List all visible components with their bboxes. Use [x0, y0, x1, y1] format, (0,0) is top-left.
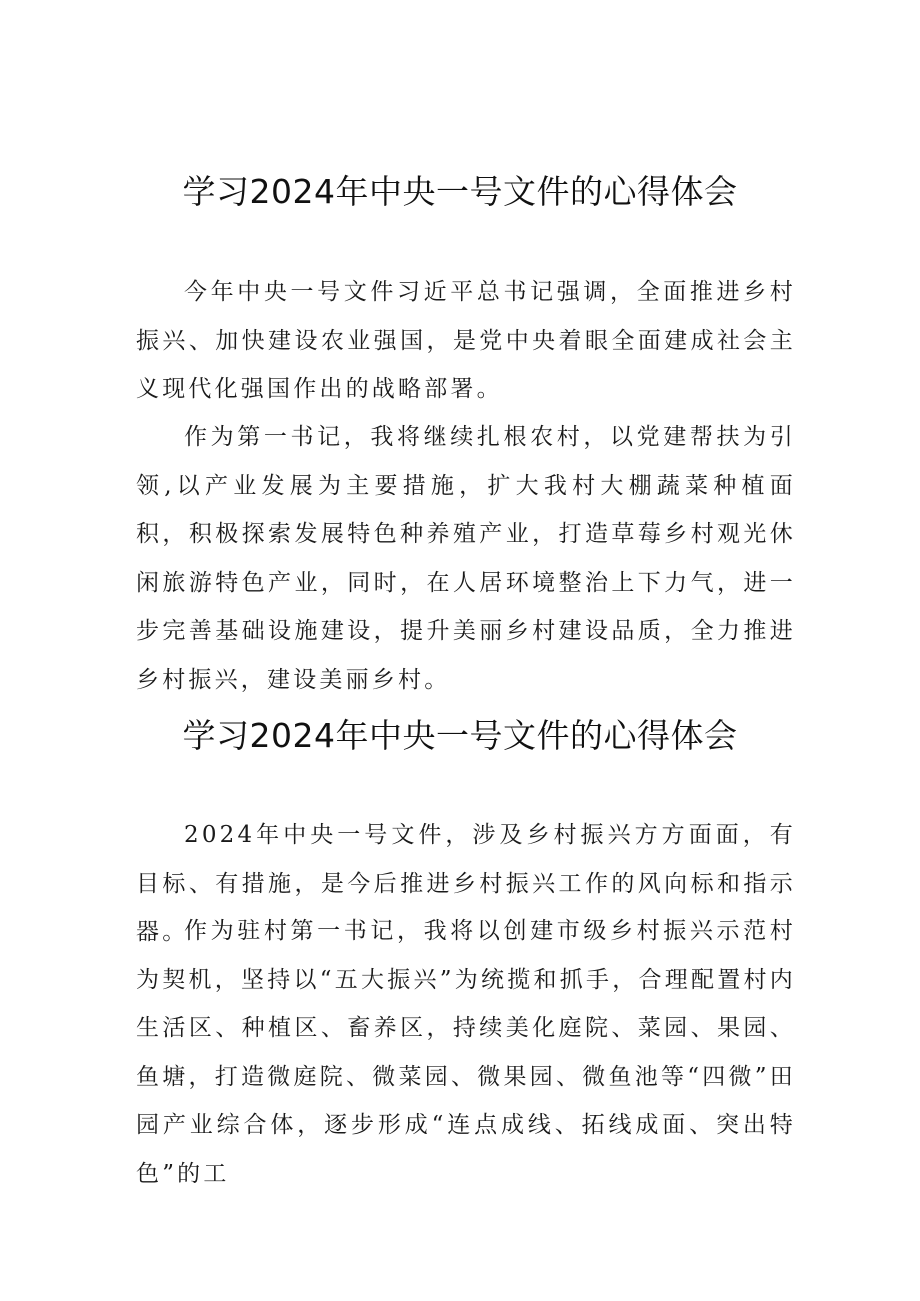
section-1-paragraph-2: 作为第一书记，我将继续扎根农村，以党建帮扶为引领,以产业发展为主要措施，扩大我村大棚蔬菜种植面积，积极探索发展特色种养殖产业，打造草莓乡村观光休闲旅游特色产业，同时，在人居环境整治上下力气，进一步完善基础设施建设，提升美丽乡村建设品质，全力推进乡村振兴，建设美丽乡村。	[136, 424, 796, 693]
section-1-title: 学习2024年中央一号文件的心得体会	[182, 172, 738, 211]
section-2-paragraph-2: 作为驻村第一书记，我将以创建市级乡村振兴示范村为契机，坚持以“五大振兴”为统揽和抓手，合理配置村内生活区、种植区、畜养区，持续美化庭院、菜园、果园、鱼塘，打造微庭院、微菜园、微果园、微鱼池等“四微”田园产业综合体，逐步形成“连点成线、拓线成面、突出特色”的工	[136, 918, 796, 1187]
section-2-paragraph-1: 2024年中央一号文件，涉及乡村振兴方方面面，有目标、有措施，是今后推进乡村振兴工作的风向标和指示器。	[136, 822, 796, 945]
section-2-title: 学习2024年中央一号文件的心得体会	[182, 716, 738, 755]
section-1-paragraph-1: 今年中央一号文件习近平总书记强调，全面推进乡村振兴、加快建设农业强国，是党中央着眼全面建成社会主义现代化强国作出的战略部署。	[136, 279, 796, 402]
